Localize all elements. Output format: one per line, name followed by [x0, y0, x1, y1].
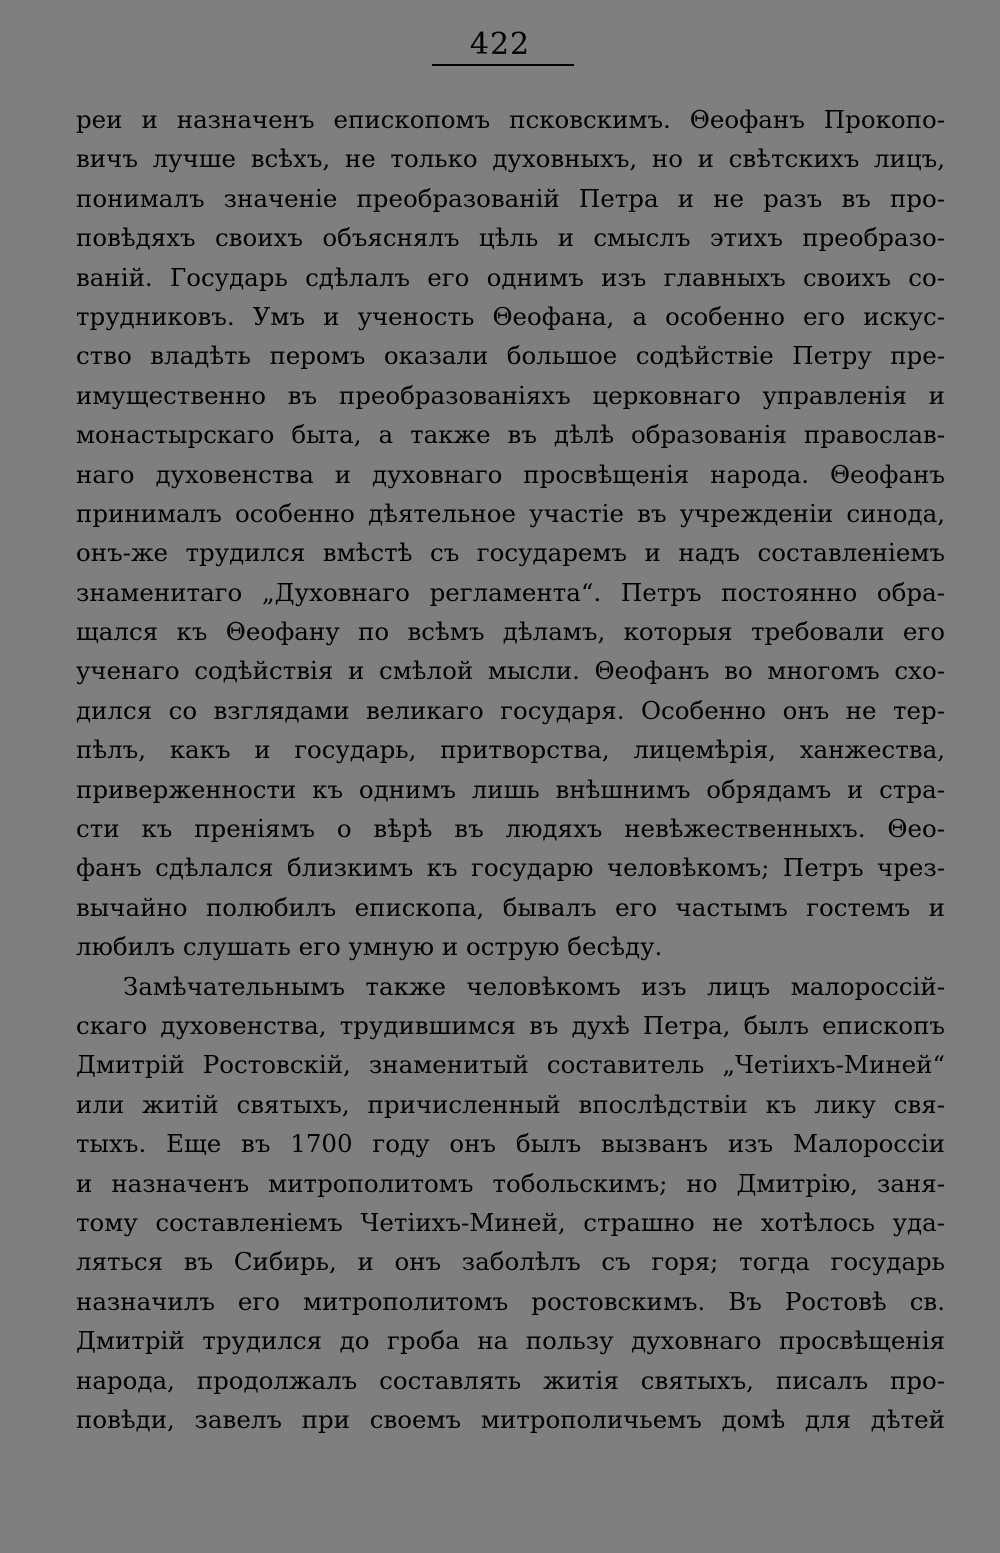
text-line: трудниковъ. Умъ и ученость Θеофана, а особенно его искус-	[76, 301, 945, 331]
text-line: щался къ Θеофану по всѣмъ дѣламъ, которыя требовали его	[76, 617, 945, 647]
text-line: знаменитаго „Духовнаго регламента“. Петръ постоянно обра-	[76, 577, 945, 607]
text-line: наго духовенства и духовнаго просвѣщенія народа. Θеофанъ	[76, 459, 945, 489]
text-line: ваній. Государь сдѣлалъ его однимъ изъ главныхъ своихъ со-	[76, 262, 945, 292]
text-line: или житій святыхъ, причисленный впослѣдствіи къ лику свя-	[76, 1089, 945, 1119]
text-line: Дмитрій Ростовскій, знаменитый составитель „Четіихъ-Миней“	[76, 1050, 945, 1080]
text-line: понималъ значеніе преобразованій Петра и не разъ въ про-	[76, 183, 945, 213]
text-line: пѣлъ, какъ и государь, притворства, лицемѣрія, ханжества,	[76, 735, 945, 765]
text-line: дился со взглядами великаго государя. Особенно онъ не тер-	[76, 695, 945, 725]
text-line: вичъ лучше всѣхъ, не только духовныхъ, но и свѣтскихъ лицъ,	[76, 144, 945, 174]
text-line: онъ-же трудился вмѣстѣ съ государемъ и надъ составленіемъ	[76, 538, 945, 568]
text-line: реи и назначенъ епископомъ псковскимъ. Θеофанъ Прокопо-	[76, 105, 945, 134]
text-line: ляться въ Сибирь, и онъ заболѣлъ съ горя; тогда государь	[76, 1247, 945, 1277]
text-line-paragraph-start: Замѣчательнымъ также человѣкомъ изъ лицъ малороссій-	[123, 971, 945, 1001]
text-line: приверженности къ однимъ лишь внѣшнимъ обрядамъ и стра-	[76, 774, 945, 804]
text-line: повѣдяхъ своихъ объяснялъ цѣль и смыслъ этихъ преобразо-	[76, 223, 945, 253]
page-text	[76, 100, 945, 1439]
text-line: имущественно въ преобразованіяхъ церковнаго управленія и	[76, 380, 945, 410]
text-line: ство владѣть перомъ оказали большое содѣйствіе Петру пре-	[76, 341, 945, 371]
text-line: тому составленіемъ Четіихъ-Миней, страшно не хотѣлось уда-	[76, 1207, 945, 1237]
text-line: фанъ сдѣлался близкимъ къ государю человѣкомъ; Петръ чрез-	[76, 853, 945, 883]
page-number: 422	[469, 27, 531, 62]
text-line: назначилъ его митрополитомъ ростовскимъ. Въ Ростовѣ св.	[76, 1286, 945, 1316]
text-line: принималъ особенно дѣятельное участіе въ учрежденіи синода,	[76, 498, 945, 528]
text-line: сти къ преніямъ о вѣрѣ въ людяхъ невѣжественныхъ. Θео-	[76, 814, 945, 844]
text-line-paragraph-end: любилъ слушать его умную и острую бесѣду.	[76, 932, 663, 962]
text-line: ученаго содѣйствія и смѣлой мысли. Θеофанъ во многомъ схо-	[76, 656, 945, 686]
text-line: повѣди, завелъ при своемъ митрополичьемъ домѣ для дѣтей	[76, 1404, 945, 1434]
text-line: тыхъ. Еще въ 1700 году онъ былъ вызванъ изъ Малороссіи	[76, 1129, 945, 1159]
page-number-rule	[432, 64, 574, 66]
text-line: Дмитрій трудился до гроба на пользу духовнаго просвѣщенія	[76, 1326, 945, 1356]
text-line: монастырскаго быта, а также въ дѣлѣ образованія православ-	[76, 420, 945, 450]
text-line: народа, продолжалъ составлять житія святыхъ, писалъ про-	[76, 1365, 945, 1395]
text-line: скаго духовенства, трудившимся въ духѣ Петра, былъ епископъ	[76, 1010, 945, 1040]
text-line: вычайно полюбилъ епископа, бывалъ его частымъ гостемъ и	[76, 892, 945, 922]
text-line: и назначенъ митрополитомъ тобольскимъ; но Дмитрію, заня-	[76, 1168, 945, 1198]
